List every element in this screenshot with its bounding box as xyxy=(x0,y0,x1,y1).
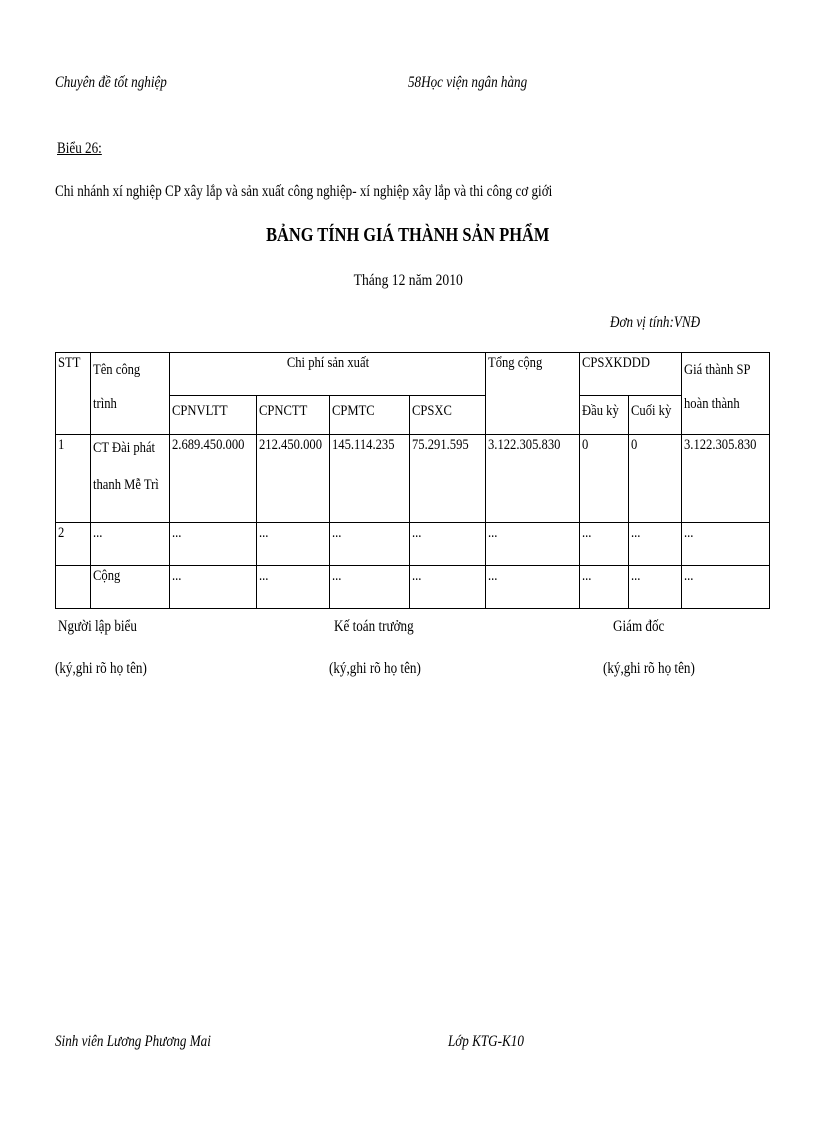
header-cpmtc-text: CPMTC xyxy=(332,403,375,419)
header-cpnctt-text: CPNCTT xyxy=(259,403,308,419)
cell-finished-text: ... xyxy=(684,525,694,541)
cell-wip-begin-text: ... xyxy=(582,525,592,541)
header-wip-group xyxy=(580,353,682,396)
cell-wip-end-text: 0 xyxy=(631,437,638,453)
cell-wip-begin xyxy=(580,566,629,609)
signature-preparer-note: (ký,ghi rõ họ tên) xyxy=(55,660,147,677)
cell-total-text: 3.122.305.830 xyxy=(488,437,561,453)
signature-director: Giám đốc xyxy=(613,618,665,635)
cell-total xyxy=(486,523,580,566)
cell-stt-empty xyxy=(56,566,91,609)
cell-name xyxy=(91,435,170,523)
header-wip-begin xyxy=(580,396,629,435)
signature-director-note: (ký,ghi rõ họ tên) xyxy=(603,660,695,677)
cell-name-line2: thanh Mễ Trì xyxy=(93,477,159,493)
cell-wip-end-text: ... xyxy=(631,568,641,584)
table-row xyxy=(56,523,770,566)
cell-cpnvltt xyxy=(170,435,257,523)
header-cpsxc xyxy=(410,396,486,435)
header-wip-end-text: Cuối kỳ xyxy=(631,403,672,419)
cell-wip-end-text: ... xyxy=(631,525,641,541)
cell-cpnvltt-text: ... xyxy=(172,568,182,584)
cell-cpnctt xyxy=(257,566,330,609)
cell-cpnvltt xyxy=(170,523,257,566)
header-cpsxc-text: CPSXC xyxy=(412,403,452,419)
header-name-line1: Tên công xyxy=(93,362,141,378)
cell-cpmtc-text: ... xyxy=(332,568,342,584)
header-total-text: Tổng cộng xyxy=(488,355,543,371)
cell-cpsxc-text: 75.291.595 xyxy=(412,437,469,453)
cell-cpnctt xyxy=(257,435,330,523)
document-period-text: Tháng 12 năm 2010 xyxy=(353,272,463,289)
cell-wip-begin-text: 0 xyxy=(582,437,589,453)
cell-finished xyxy=(682,566,770,609)
cell-cpnvltt-text: 2.689.450.000 xyxy=(172,437,245,453)
header-total xyxy=(486,353,580,435)
document-period xyxy=(0,272,816,290)
signature-preparer: Người lập biểu xyxy=(58,618,137,635)
table-total-row xyxy=(56,566,770,609)
cell-cpmtc xyxy=(330,435,410,523)
cell-wip-begin xyxy=(580,435,629,523)
cell-wip-end xyxy=(629,566,682,609)
cell-cpnctt-text: 212.450.000 xyxy=(259,437,322,453)
cell-stt-text: 1 xyxy=(58,437,65,453)
cell-wip-end xyxy=(629,523,682,566)
signature-accountant-note: (ký,ghi rõ họ tên) xyxy=(329,660,421,677)
cell-cpnctt-text: ... xyxy=(259,525,269,541)
header-stt xyxy=(56,353,91,435)
cell-cpmtc xyxy=(330,566,410,609)
header-cpnvltt xyxy=(170,396,257,435)
cell-total xyxy=(486,435,580,523)
cell-total-label-text: Cộng xyxy=(93,568,121,584)
cell-cpmtc-text: 145.114.235 xyxy=(332,437,395,453)
header-cost-group xyxy=(170,353,486,396)
cell-wip-begin xyxy=(580,523,629,566)
form-label: Biểu 26: xyxy=(57,140,102,157)
cell-stt-text: 2 xyxy=(58,525,65,541)
cell-cpnctt-text: ... xyxy=(259,568,269,584)
cell-cpsxc xyxy=(410,523,486,566)
header-cpnctt xyxy=(257,396,330,435)
cell-finished xyxy=(682,435,770,523)
header-name-line2: trình xyxy=(93,396,117,412)
cell-cpnvltt-text: ... xyxy=(172,525,182,541)
footer-class: Lớp KTG-K10 xyxy=(448,1033,524,1050)
cell-finished-text: 3.122.305.830 xyxy=(684,437,757,453)
header-finished-line2: hoàn thành xyxy=(684,396,740,412)
cell-finished xyxy=(682,523,770,566)
header-cpmtc xyxy=(330,396,410,435)
branch-name: Chi nhánh xí nghiệp CP xây lắp và sản xuất công nghiệp- xí nghiệp xây lắp và thi công cơ giới xyxy=(55,183,553,200)
cell-wip-begin-text: ... xyxy=(582,568,592,584)
cell-stt xyxy=(56,435,91,523)
cell-stt xyxy=(56,523,91,566)
cell-cpsxc-text: ... xyxy=(412,568,422,584)
cell-cpnctt xyxy=(257,523,330,566)
header-finished-line1: Giá thành SP xyxy=(684,362,751,378)
cell-cpsxc-text: ... xyxy=(412,525,422,541)
unit-note: Đơn vị tính:VNĐ xyxy=(610,314,701,331)
header-cost-group-text: Chi phí sản xuất xyxy=(286,355,369,371)
cost-table xyxy=(55,352,770,609)
cell-cpsxc xyxy=(410,435,486,523)
header-name xyxy=(91,353,170,435)
header-stt-text: STT xyxy=(58,355,81,371)
cell-total xyxy=(486,566,580,609)
header-cpnvltt-text: CPNVLTT xyxy=(172,403,228,419)
cell-cpmtc-text: ... xyxy=(332,525,342,541)
signature-accountant: Kế toán trưởng xyxy=(334,618,414,635)
cell-total-text: ... xyxy=(488,568,498,584)
document-title-text: BẢNG TÍNH GIÁ THÀNH SẢN PHẨM xyxy=(266,224,550,246)
table-row xyxy=(56,435,770,523)
cell-cpnvltt xyxy=(170,566,257,609)
cell-finished-text: ... xyxy=(684,568,694,584)
cell-total-text: ... xyxy=(488,525,498,541)
cell-name-text: ... xyxy=(93,525,103,541)
header-right-text: 58Học viện ngân hàng xyxy=(408,74,528,91)
cell-total-label xyxy=(91,566,170,609)
header-wip-begin-text: Đầu kỳ xyxy=(582,403,619,419)
document-title xyxy=(0,224,816,247)
cell-name xyxy=(91,523,170,566)
cell-wip-end xyxy=(629,435,682,523)
cell-name-line1: CT Đài phát xyxy=(93,440,156,456)
header-finished xyxy=(682,353,770,435)
header-row-1 xyxy=(56,353,770,396)
header-wip-end xyxy=(629,396,682,435)
cell-cpmtc xyxy=(330,523,410,566)
cell-cpsxc xyxy=(410,566,486,609)
header-left-text: Chuyên đề tốt nghiệp xyxy=(55,74,167,91)
footer-student: Sinh viên Lương Phương Mai xyxy=(55,1033,211,1050)
header-wip-group-text: CPSXKDDD xyxy=(582,355,650,371)
